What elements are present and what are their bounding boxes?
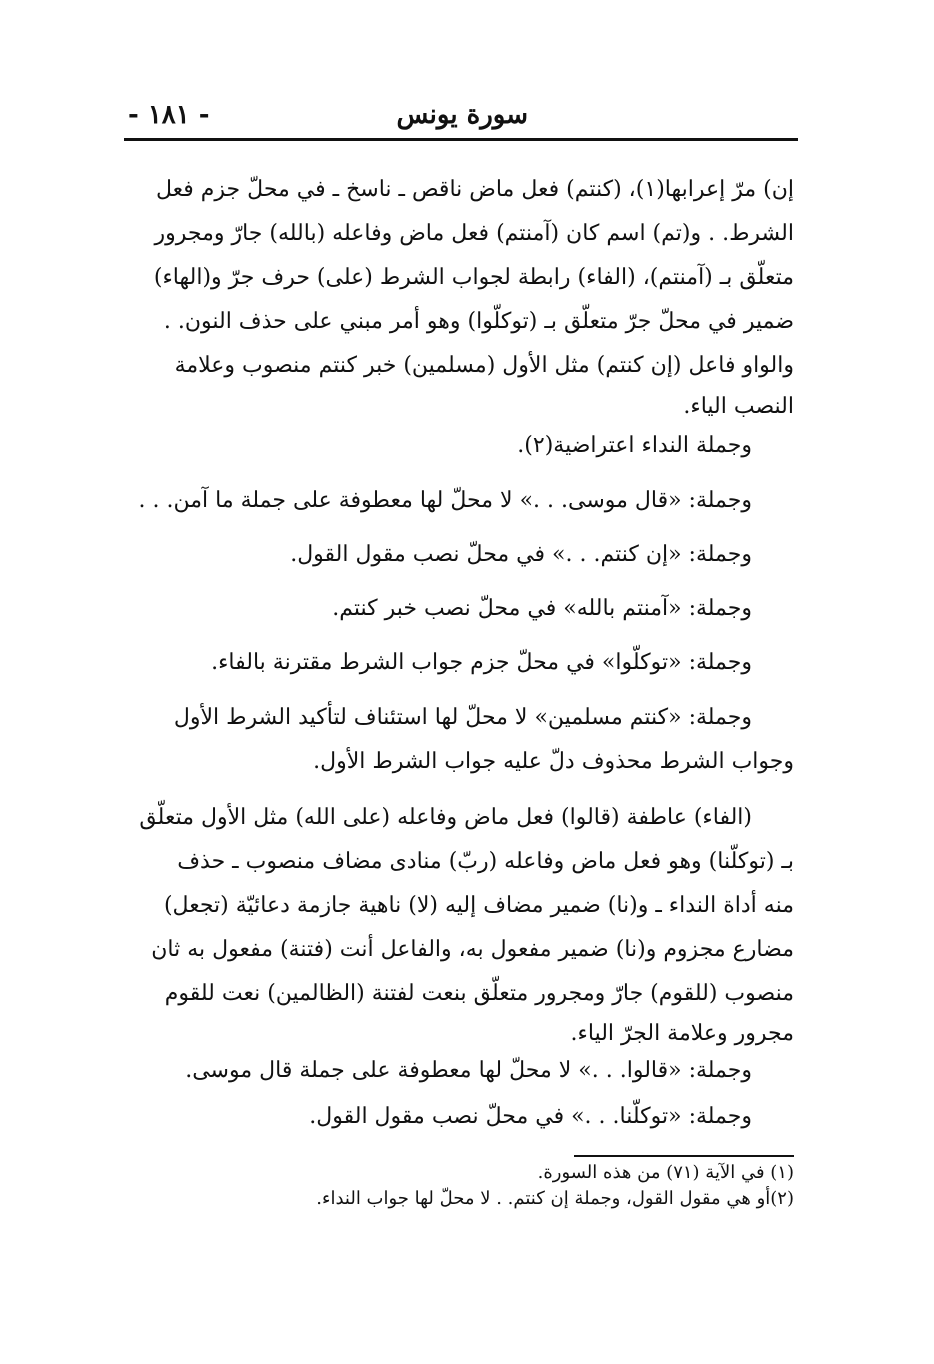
- paragraph-1: [126, 168, 794, 426]
- text-line: (الفاء) عاطفة (قالوا) فعل ماض وفاعله (على الله) مثل الأول متعلّق: [139, 805, 752, 830]
- header-rule: [124, 138, 798, 141]
- sentence-item: وجملة: «قال موسى. . .» لا محلّ لها معطوفة على جملة ما آمن. . .: [138, 488, 752, 513]
- sentence-item: وجملة: «آمنتم بالله» في محلّ نصب خبر كنتم.: [332, 596, 752, 621]
- text-line: والواو فاعل (إن كنتم) مثل الأول (مسلمين) خبر كنتم منصوب وعلامة: [174, 353, 794, 378]
- sentence-item: وجملة: «قالوا. . .» لا محلّ لها معطوفة على جملة قال موسى.: [185, 1058, 752, 1083]
- footnote-rule: [574, 1155, 794, 1157]
- sentence-item: وجملة: «توكلّوا» في محلّ جزم جواب الشرط مقترنة بالفاء.: [211, 650, 752, 675]
- sentence-item: وجملة: «توكلّنا. . .» في محلّ نصب مقول القول.: [309, 1104, 752, 1129]
- page-body: [126, 168, 794, 1144]
- text-line: وجملة: «كنتم مسلمين» لا محلّ لها استئناف لتأكيد الشرط الأول: [173, 705, 752, 730]
- text-line: إن) مرّ إعرابها(١)، (كنتم) فعل ماض ناقص ـ ناسخ ـ في محلّ جزم فعل: [156, 177, 794, 202]
- sentence-item: وجملة: «إن كنتم. . .» في محلّ نصب مقول القول.: [290, 542, 752, 567]
- page-header: [128, 88, 798, 136]
- sentence-list-1: [126, 474, 794, 690]
- surah-title: سورة يونس: [396, 100, 528, 130]
- text-line: وجواب الشرط محذوف دلّ عليه جواب الشرط الأول.: [313, 749, 794, 774]
- text-line: مضارع مجزوم و(نا) ضمير مفعول به، والفاعل أنت (فتنة) مفعول به ثان: [151, 937, 794, 962]
- sentence-list-2: [126, 1052, 794, 1144]
- text-line: منه أداة النداء ـ و(نا) ضمير مضاف إليه (لا) ناهية جازمة دعائيّة (تجعل): [163, 893, 794, 918]
- text-line: ضمير في محلّ جرّ متعلّق بـ (توكلّوا) وهو أمر مبني على حذف النون. .: [163, 309, 794, 334]
- footnotes: [140, 1160, 794, 1212]
- text-line: مجرور وعلامة الجرّ الياء.: [570, 1021, 794, 1046]
- sentence-last-1: [126, 696, 794, 784]
- paragraph-2: [126, 796, 794, 1052]
- text-line: الشرط. . و(تم) اسم كان (آمنتم) فعل ماض وفاعله (بالله) جارّ ومجرور: [154, 221, 794, 246]
- footnote-1: (١) في الآية (٧١) من هذه السورة.: [537, 1162, 794, 1183]
- footnote-2: (٢)أو هي مقول القول، وجملة إن كنتم. . لا محلّ لها جواب النداء.: [316, 1188, 794, 1209]
- text-line: بـ (توكلّنا) وهو فعل ماض وفاعله (ربّ) منادى مضاف منصوب ـ حذف: [177, 849, 794, 874]
- text-line: منصوب (للقوم) جارّ ومجرور متعلّق بنعت لفتنة (الظالمين) نعت للقوم: [164, 981, 794, 1006]
- page-number: - ١٨١ -: [128, 100, 210, 130]
- text-line: متعلّق بـ (آمنتم)، (الفاء) رابطة لجواب الشرط (على) حرف جرّ و(الهاء): [153, 265, 794, 290]
- intro-sentence: وجملة النداء اعتراضية(٢).: [517, 433, 752, 458]
- text-line: النصب الياء.: [683, 394, 794, 419]
